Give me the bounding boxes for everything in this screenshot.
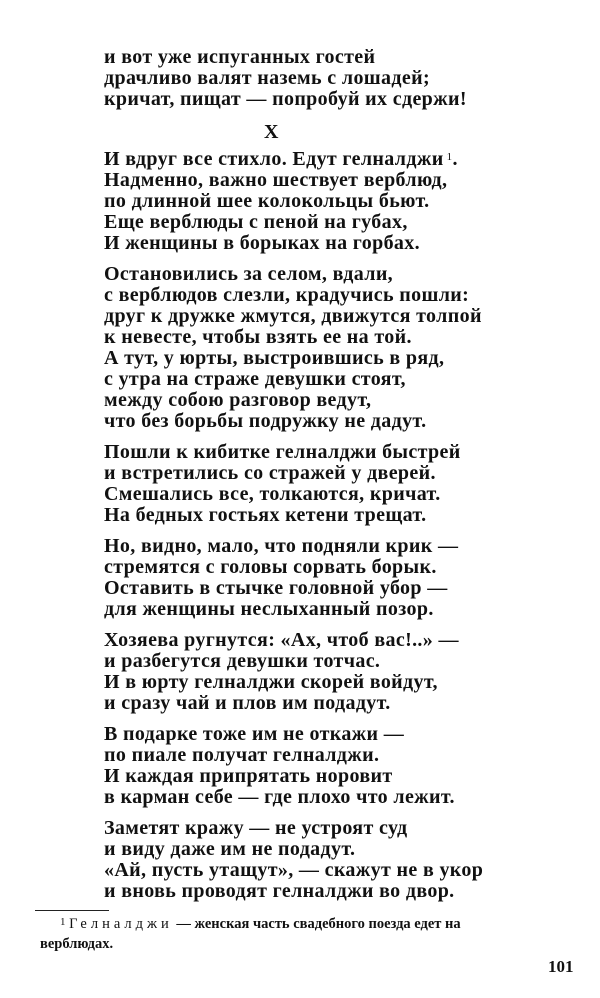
footnote-divider: [35, 910, 109, 911]
poem-line: по длинной шее колокольцы бьют.: [104, 190, 430, 212]
poem-line: и встретились со стражей у дверей.: [104, 462, 436, 484]
poem-line: И вдруг все стихло. Едут гелналджи $^1$.: [104, 148, 458, 170]
section-heading: X: [264, 121, 279, 143]
poem-line: Смешались все, толкаются, кричат.: [104, 483, 441, 505]
poem-line: В подарке тоже им не откажи —: [104, 723, 405, 745]
poem-line: что без борьбы подружку не дадут.: [104, 410, 427, 432]
poem-line: Остановились за селом, вдали,: [104, 263, 394, 285]
poem-line: друг к дружке жмутся, движутся толпой: [104, 305, 482, 327]
poem-line: и вот уже испуганных гостей: [104, 46, 376, 68]
poem: [104, 47, 584, 912]
footnote-text: — женская часть свадебного поезда едет на: [172, 916, 461, 932]
poem-line: И каждая припрятать норовит: [104, 765, 393, 787]
poem-line: для женщины неслыханный позор.: [104, 598, 434, 620]
poem-line: Заметят кражу — не устроят суд: [104, 817, 408, 839]
stanza: [104, 630, 584, 714]
poem-line: и сразу чай и плов им подадут.: [104, 692, 391, 714]
footnote-term: Гелналджи: [69, 916, 173, 932]
stanzas: [104, 149, 584, 902]
stanza: [104, 149, 584, 254]
footnote-mark: 1: [60, 916, 66, 928]
poem-line: Хозяева ругнутся: «Ах, чтоб вас!..» —: [104, 629, 459, 651]
poem-line: и вновь проводят гелналджи во двор.: [104, 880, 455, 902]
poem-line: А тут, у юрты, выстроившись в ряд,: [104, 347, 445, 369]
poem-line: по пиале получат гелналджи.: [104, 744, 380, 766]
footnote-continuation: верблюдах.: [40, 936, 114, 952]
stanza: [104, 442, 584, 526]
poem-line: в карман себе — где плохо что лежит.: [104, 786, 455, 808]
poem-line: «Ай, пусть утащут», — скажут не в укор: [104, 859, 484, 881]
poem-line: Пошли к кибитке гелналджи быстрей: [104, 441, 461, 463]
poem-line: Надменно, важно шествует верблюд,: [104, 169, 448, 191]
poem-line: и разбегутся девушки тотчас.: [104, 650, 381, 672]
poem-line: и виду даже им не подадут.: [104, 838, 356, 860]
poem-line: На бедных гостьях кетени трещат.: [104, 504, 427, 526]
footnote-reference: 1: [443, 151, 453, 163]
poem-line: с утра на страже девушки стоят,: [104, 368, 406, 390]
stanza: [104, 724, 584, 808]
poem-line: Но, видно, мало, что подняли крик —: [104, 535, 459, 557]
footnote: [40, 914, 580, 954]
stanza: [104, 818, 584, 902]
opening-stanza: [104, 47, 584, 110]
poem-line: Еще верблюды с пеной на губах,: [104, 211, 408, 233]
poem-line: И женщины в борыках на горбах.: [104, 232, 420, 254]
poem-line: Оставить в стычке головной убор —: [104, 577, 448, 599]
stanza: [104, 536, 584, 620]
poem-line: И в юрту гелналджи скорей войдут,: [104, 671, 438, 693]
poem-line: с верблюдов слезли, крадучись пошли:: [104, 284, 470, 306]
poem-line: драчливо валят наземь с лошадей;: [104, 67, 430, 89]
poem-line: стремятся с головы сорвать борык.: [104, 556, 437, 578]
poem-line: к невесте, чтобы взять ее на той.: [104, 326, 412, 348]
poem-line: кричат, пищат — попробуй их сдержи!: [104, 88, 467, 110]
page-number: 101: [548, 957, 574, 976]
stanza: [104, 264, 584, 432]
poem-line: между собою разговор ведут,: [104, 389, 372, 411]
